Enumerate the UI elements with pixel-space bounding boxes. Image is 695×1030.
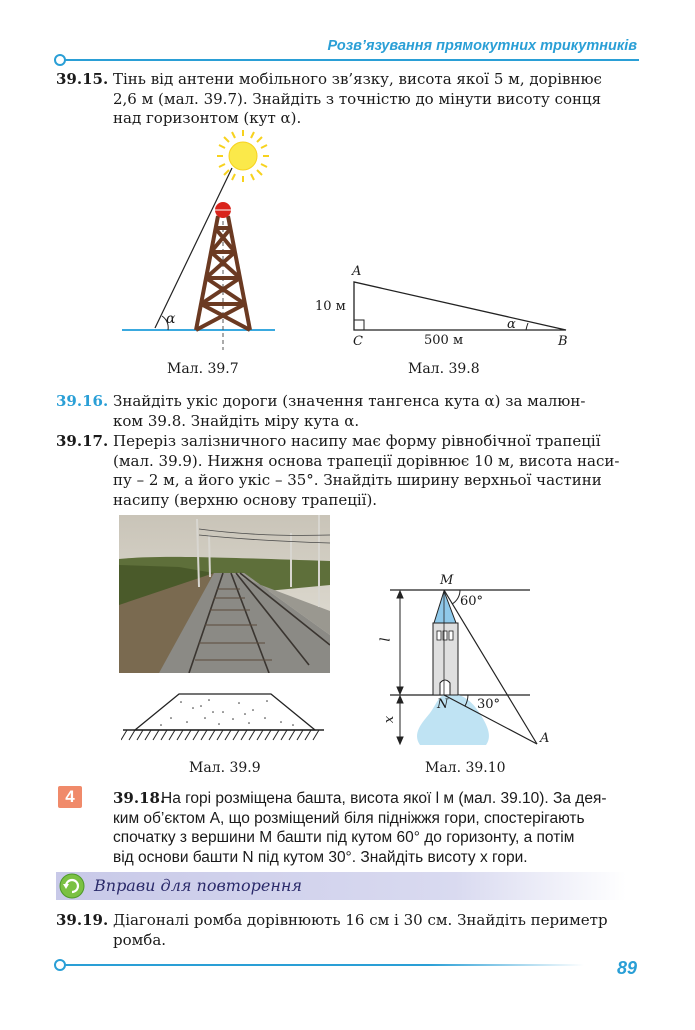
text-line: 2,6 м (мал. 39.7). Знайдіть з точністю до мінути висоту сонця: [113, 89, 602, 108]
vertex-a-label: A: [352, 264, 362, 279]
section-title: Вправи для повторення: [94, 876, 302, 895]
problem-number: 39.16.: [56, 392, 109, 410]
point-m-label: M: [440, 573, 454, 588]
text-line: насипу (верхню основу трапеції).: [113, 490, 378, 509]
angle-arc: [526, 323, 528, 330]
running-header: Розв’язування прямокутних трикутників: [327, 38, 637, 54]
embankment-trapezoid: [135, 694, 315, 730]
dimension-l-label: l: [378, 637, 394, 642]
text-line: ким об’єктом A, що розміщений біля підніжжя гори, спостерігають: [113, 809, 585, 827]
vertex-c-label: C: [353, 334, 363, 349]
figure-39-7: [110, 128, 290, 353]
dimension-x-label: x: [382, 715, 398, 724]
dimension-l: [397, 591, 403, 694]
angle-60-label: 60°: [460, 594, 484, 609]
text-line: ком 39.8. Знайдіть міру кута α.: [113, 411, 360, 430]
problem-text: [113, 911, 643, 950]
railway-photo: [119, 515, 330, 673]
text-line: ромба.: [113, 930, 167, 949]
angle-30-label: 30°: [477, 697, 501, 712]
text-line: спочатку з вершини M башти під кутом 60° до горизонту, а потім: [113, 829, 575, 846]
problem-text: [113, 789, 643, 867]
text-line: від основи башти N під кутом 30°. Знайдіть висоту x гори.: [113, 848, 528, 866]
height-label: 10 м: [315, 299, 346, 314]
text-line: над горизонтом (кут α).: [113, 109, 302, 127]
trapezoid-figure: [121, 688, 326, 746]
footer-rule: [64, 964, 584, 966]
figure-caption: Мал. 39.9: [189, 760, 261, 776]
text-line: пу – 2 м, а його укіс – 35°. Знайдіть ширину верхньої частини: [113, 471, 602, 489]
difficulty-badge: 4: [58, 786, 82, 808]
right-angle-mark: [354, 320, 364, 330]
repeat-icon: [58, 873, 86, 899]
problem-text: [113, 70, 643, 129]
figure-39-8: [350, 278, 580, 338]
problem-number: 39.19.: [56, 911, 109, 929]
page-number: 89: [616, 958, 637, 978]
figure-caption: Мал. 39.10: [425, 760, 506, 776]
dimension-x: [397, 696, 403, 744]
problem-number: 39.18.: [113, 789, 166, 807]
problem-text: [113, 432, 643, 510]
point-n-label: N: [437, 697, 449, 712]
figure-caption: Мал. 39.7: [167, 361, 239, 377]
base-label: 500 м: [424, 333, 464, 348]
text-line: (мал. 39.9). Нижня основа трапеції дорівнює 10 м, висота наси-: [113, 451, 620, 470]
angle-arc-60: [452, 590, 460, 604]
triangle: [354, 282, 566, 330]
angle-alpha-label: α: [166, 311, 176, 327]
problem-number: 39.17.: [56, 432, 109, 450]
point-a-label: A: [540, 731, 550, 746]
text-line: Знайдіть укіс дороги (значення тангенса кута α) за малюн-: [113, 392, 586, 410]
problem-text: [113, 392, 643, 431]
vertex-b-label: B: [558, 334, 568, 349]
problem-number: 39.15.: [56, 70, 109, 88]
text-line: Переріз залізничного насипу має форму рівнобічної трапеції: [113, 432, 601, 450]
figure-caption: Мал. 39.8: [408, 361, 480, 377]
header-rule: [64, 59, 639, 61]
sun-icon: [217, 130, 269, 182]
text-line: Діагоналі ромба дорівнюють 16 см і 30 см. Знайдіть периметр: [113, 911, 608, 929]
text-line: На горі розміщена башта, висота якої l м (мал. 39.10). За дея-: [161, 790, 607, 807]
text-line: Тінь від антени мобільного зв’язку, висота якої 5 м, дорівнює: [113, 70, 602, 88]
angle-alpha-label: α: [507, 317, 516, 332]
